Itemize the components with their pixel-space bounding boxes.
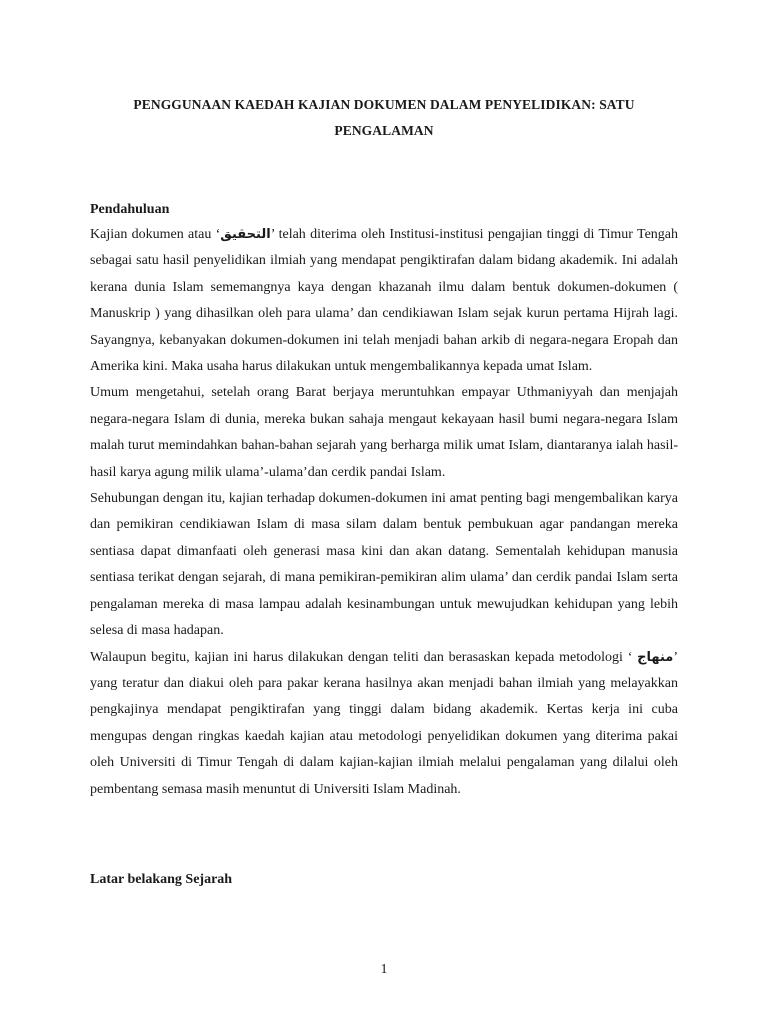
paragraph-1-text-start: Kajian dokumen atau ‘ <box>90 227 221 242</box>
paragraph-4-text-end: ’ yang teratur dan diakui oleh para pakar kerana hasilnya akan menjadi bahan ilmiah yang melayakkan pengkajinya mendapat pengiktirafan yang tinggi dalam bidang akademik. Kertas kerja ini cuba mengupas dengan ringkas kaedah kajian atau metodologi penyelidikan dokumen yang diterima pakai oleh Universiti di Timur Tengah di dalam kajian-kajian ilmiah melalui pengalaman yang dilalui oleh pembentang semasa masih menuntut di Universiti Islam Madinah. <box>90 649 678 797</box>
page-number: 1 <box>380 962 388 977</box>
arabic-term-minhaj: منهاج <box>637 649 674 665</box>
paragraph-1 <box>90 222 678 380</box>
section-heading-pendahuluan: Pendahuluan <box>90 202 170 217</box>
paragraph-1-text-end: ’ telah diterima oleh Institusi-institusi pengajian tinggi di Timur Tengah sebagai satu hasil penyelidikan ilmiah yang mendapat pengiktirafan dalam bidang akademik. Ini adalah kerana dunia Islam sememangnya kaya dengan khazanah ilmu dalam bentuk dokumen-dokumen ( Manuskrip ) yang dihasilkan oleh para ulama’ dan cendikiawan Islam sejak kurun pertama Hijrah lagi. Sayangnya, kebanyakan dokumen-dokumen ini telah menjadi bahan arkib di negara-negara Eropah dan Amerika kini. Maka usaha harus dilakukan untuk mengembalikannya kepada umat Islam. <box>90 227 678 375</box>
section-heading-latar-belakang: Latar belakang Sejarah <box>90 872 233 887</box>
section-body-pendahuluan <box>90 222 678 803</box>
arabic-term-tahqiq: التحقيق <box>220 227 271 242</box>
paragraph-4-text-start: Walaupun begitu, kajian ini harus dilakukan dengan teliti dan berasaskan kepada metodologi ‘ <box>90 649 638 665</box>
paragraph-2: Umum mengetahui, setelah orang Barat berjaya meruntuhkan empayar Uthmaniyyah dan menjajah negara-negara Islam di dunia, mereka bukan sahaja mengaut kekayaan hasil bumi negara-negara Islam malah turut memindahkan bahan-bahan sejarah yang berharga milik umat Islam, diantaranya ialah hasil-hasil karya agung milik ulama’-ulama’dan cerdik pandai Islam. <box>90 385 678 480</box>
paragraph-4 <box>90 645 678 803</box>
document-title: PENGGUNAAN KAEDAH KAJIAN DOKUMEN DALAM PENYELIDIKAN: SATU PENGALAMAN <box>133 97 635 138</box>
paragraph-3: Sehubungan dengan itu, kajian terhadap dokumen-dokumen ini amat penting bagi mengembalikan karya dan pemikiran cendikiawan Islam di masa silam dalam bentuk pembukuan agar pandangan mereka sentiasa dapat dimanfaati oleh generasi masa kini dan akan datang. Sementalah kehidupan manusia sentiasa terikat dengan sejarah, di mana pemikiran-pemikiran alim ulama’ dan cerdik pandai Islam serta pengalaman mereka di masa lampau adalah kesinambungan untuk mewujudkan kehidupan yang lebih selesa di masa hadapan. <box>90 491 678 639</box>
